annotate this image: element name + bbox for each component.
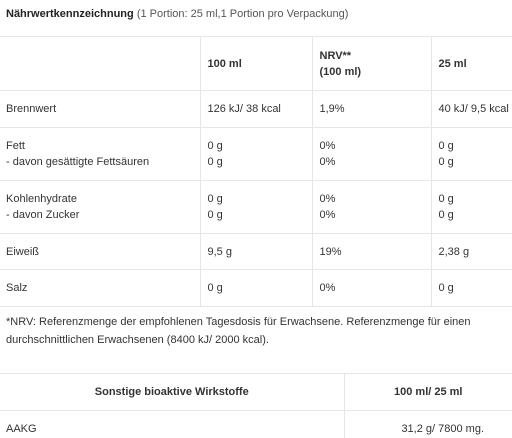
table-row [0,91,512,128]
nutrition-table [0,36,512,307]
row-label-line: - davon Zucker [6,209,80,221]
row-nrv: 1,9% [312,91,431,128]
table-row [0,128,512,181]
bioactive-header-value: 100 ml/ 25 ml [344,374,512,411]
header-25ml: 25 ml [431,37,512,91]
row-label-line: Kohlenhydrate [6,193,77,205]
row-nrv: 19% [312,234,431,270]
row-label-line: Fett [6,140,25,152]
row-value-line: 0 g [207,156,223,168]
row-value-line: 0% [319,193,336,205]
heading-title: Nährwertkennzeichnung [6,8,134,20]
row-per25: 2,38 g [431,234,512,270]
table-row [0,270,512,307]
row-nrv: 0% [312,270,431,307]
row-per25 [431,128,512,181]
bioactive-value: 31,2 g/ 7800 mg. [344,411,512,438]
header-empty-cell [0,37,200,91]
row-label [0,181,200,234]
table-row [0,234,512,270]
row-per100: 126 kJ/ 38 kcal [200,91,312,128]
row-label-line: - davon gesättigte Fettsäuren [6,156,150,168]
row-value-line: 0 g [207,140,223,152]
row-value-line: 0 g [438,209,454,221]
row-value-line: 0 g [438,193,454,205]
header-nrv-line2: (100 ml) [319,65,362,78]
table-row [0,411,512,438]
nrv-footnote: *NRV: Referenzmenge der empfohlenen Tagesdosis für Erwachsene. Referenzmenge für einen durchschnittlichen Erwachsenen (8400 kJ/ 2000 kcal). [6,316,471,346]
row-per25 [431,181,512,234]
row-value-line: 0% [319,209,336,221]
row-label: Salz [0,270,200,307]
row-label: Eiweiß [0,234,200,270]
bioactive-header-row [0,374,512,411]
header-100ml: 100 ml [200,37,312,91]
row-value-line: 0 g [438,140,454,152]
row-per100 [200,181,312,234]
row-per100: 9,5 g [200,234,312,270]
row-per25: 0 g [431,270,512,307]
row-value-line: 0 g [207,209,223,221]
row-per100 [200,128,312,181]
row-nrv [312,128,431,181]
bioactive-name: AAKG [0,411,344,438]
heading-subtitle: (1 Portion: 25 ml,1 Portion pro Verpackung) [136,8,349,20]
row-value-line: 0% [319,140,336,152]
bioactive-table [0,373,512,438]
row-value-line: 0 g [438,156,454,168]
row-nrv [312,181,431,234]
row-per100: 0 g [200,270,312,307]
row-per25: 40 kJ/ 9,5 kcal [431,91,512,128]
nutrition-heading [6,8,348,20]
bioactive-header-name: Sonstige bioaktive Wirkstoffe [0,374,344,411]
header-nrv-line1: NRV** [319,49,352,62]
nutrition-header-row [0,37,512,91]
table-row [0,181,512,234]
header-nrv [312,37,431,91]
row-label: Brennwert [0,91,200,128]
row-label [0,128,200,181]
row-value-line: 0% [319,156,336,168]
row-value-line: 0 g [207,193,223,205]
